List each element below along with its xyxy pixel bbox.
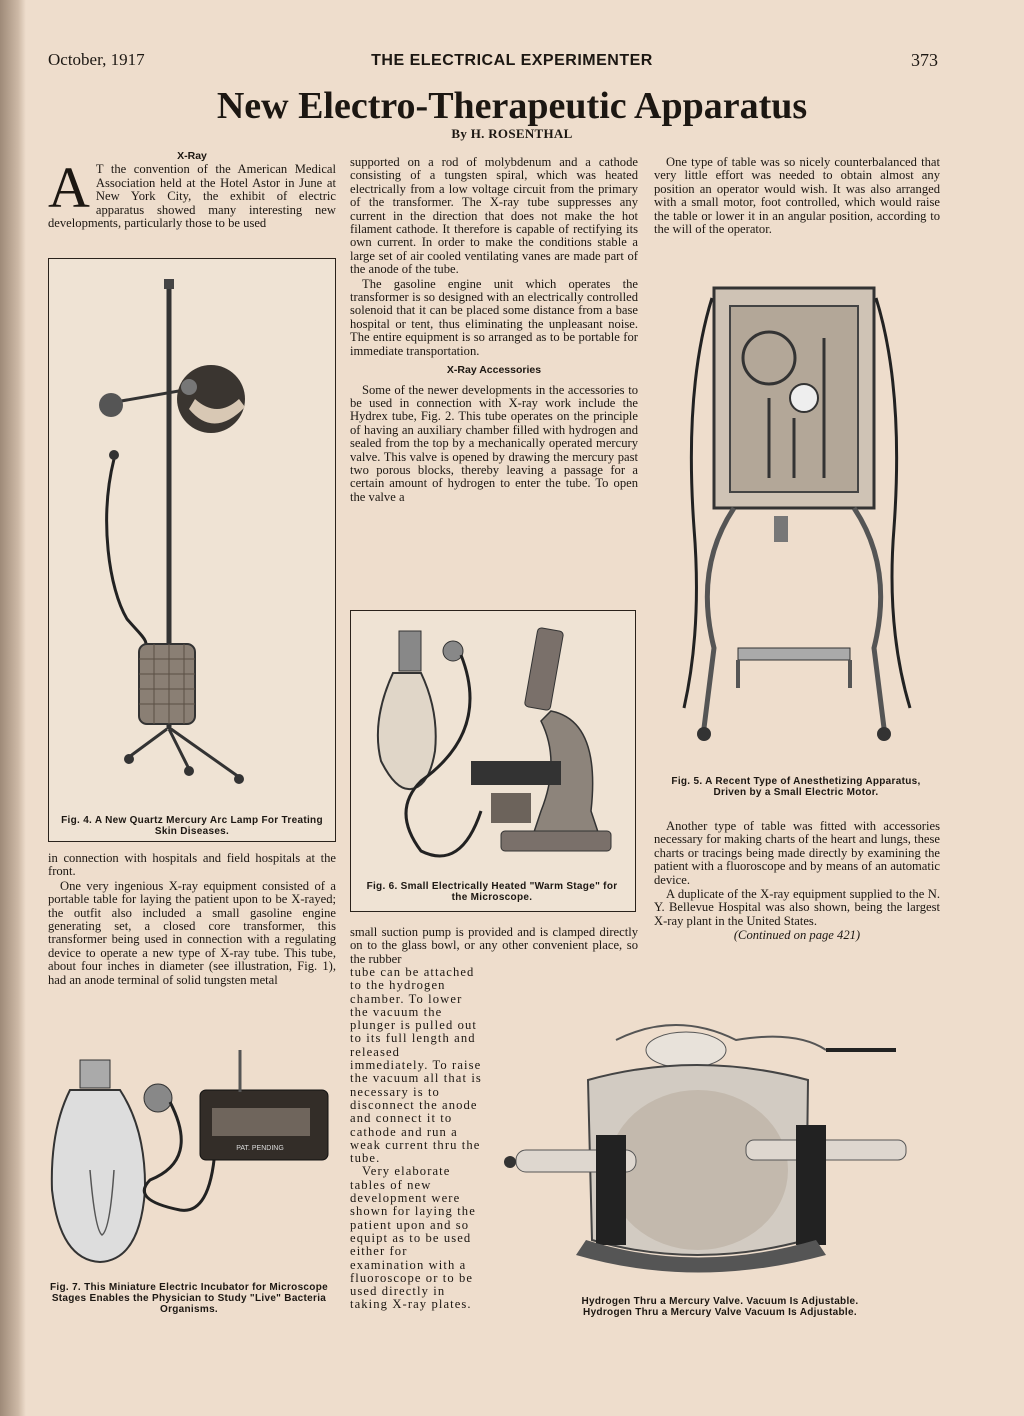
figure-5-area: [654, 268, 938, 804]
byline: By H. ROSENTHAL: [451, 126, 573, 141]
paragraph-bellevue: A duplicate of the X-ray equipment supplied to the N. Y. Bellevue Hospital was also shown, being the largest X-ray plant in the United States.: [654, 887, 940, 928]
issue-date: October, 1917: [48, 50, 145, 69]
figure-5-caption: Fig. 5. A Recent Type of Anesthetizing Apparatus, Driven by a Small Electric Motor.: [671, 776, 921, 798]
figure-4-caption: Fig. 4. A New Quartz Mercury Arc Lamp For Treating Skin Diseases.: [61, 815, 323, 837]
figure-4-frame: [48, 258, 336, 842]
microscope-illustration: [351, 611, 635, 881]
intro-continuation: in connection with hospitals and field hospitals at the front.: [48, 851, 336, 879]
incubator-label: PAT. PENDING: [236, 1145, 284, 1152]
column-1-top: [48, 150, 336, 231]
incubator-illustration: [40, 1050, 340, 1275]
figure-7-caption: Fig. 7. This Miniature Electric Incubator for Microscope Stages Enables the Physician to Study "Live" Bacteria Organisms.: [50, 1282, 328, 1315]
paragraph-tables: Very elaborate tables of new development were shown for laying the patient upon and so equipt as to be used either for examination with a fluoroscope or to be used directly in taking X-ray plates.: [350, 1164, 476, 1312]
figure-2-caption-line-2: Hydrogen Thru a Mercury Valve Vacuum Is Adjustable.: [583, 1307, 857, 1318]
column-2-mid: [350, 926, 638, 967]
paragraph-vacuum-control: tube can be attached to the hydrogen chamber. To lower the vacuum the plunger is pulled out to its full length and released immediately. To raise the vacuum all that is necessary is to disconnect the anode and connect it to cathode and run a weak current thru the tube.: [350, 965, 482, 1166]
figure-2-caption-line-1: Hydrogen Thru a Mercury Valve. Vacuum Is Adjustable.: [581, 1296, 859, 1307]
quartz-lamp-illustration: [49, 259, 335, 819]
intro-paragraph: T the convention of the American Medical Association held at the Hotel Astor in June at New York City, the exhibit of electric apparatus showed many interesting new developments, particularly those to be used: [48, 162, 336, 231]
page-number: 373: [911, 50, 938, 70]
paragraph-gasoline-engine: The gasoline engine unit which operates the transformer is so designed with an electrically controlled solenoid that it can be placed some distance from a base hospital or tent, thus eliminating the unpleasant noise. The entire equipment is so arranged as to be portable for immediate transportation.: [350, 276, 638, 358]
hydrex-tube-illustration: [496, 1010, 946, 1280]
column-1-bottom: [48, 852, 336, 988]
column-3-bottom: [654, 820, 940, 943]
column-2-top: [350, 156, 638, 505]
binding-shadow: [0, 0, 26, 1416]
paragraph-heart-lung-charts: Another type of table was fitted with accessories necessary for making charts of the heart and lungs, these charts or tracings being made directly by examining the patient with a fluoroscope and by means of an automatic device.: [654, 819, 940, 887]
article-title: New Electro-Therapeutic Apparatus: [216, 85, 808, 127]
figure-6-frame: [350, 610, 636, 912]
paragraph-counterbalanced-table: One type of table was so nicely counterbalanced that very little effort was needed to obtain almost any position an operator would wish. It was also arranged with a small motor, foot controlled, which would raise the table or lower it in an angular position, according to the will of the operator.: [654, 155, 940, 237]
figure-2-caption: [500, 1296, 940, 1318]
paragraph-xray-equipment: One very ingenious X-ray equipment consisted of a portable table for laying the patient upon to be X-rayed; the outfit also included a small gasoline engine generating set, a closed core transformer, this transformer being used in connection with a regulating device to operate a new type of X-ray tube. This tube, about four inches in diameter (see illustration, Fig. 1), had an anode terminal of solid tungsten metal: [48, 878, 336, 987]
paragraph-suction-pump: small suction pump is provided and is clamped directly on to the glass bowl, or any other convenient place, so the rubber: [350, 925, 638, 966]
continued-note: (Continued on page 421): [733, 928, 861, 943]
section-subhead-accessories: X-Ray Accessories: [446, 364, 542, 377]
magazine-name: THE ELECTRICAL EXPERIMENTER: [371, 52, 653, 69]
column-3-top: [654, 156, 940, 237]
paragraph-hydrex-tube: Some of the newer developments in the accessories to be used in connection with X-ray work include the Hydrex tube, Fig. 2. This tube operates on the principle of having an auxiliary chamber filled with hydrogen and sealed from the top by a mechanically operated mercury valve. This valve is opened by drawing the mercury past two porous blocks, thereby leaving a passage for a certain amount of hydrogen to enter the tube. To open the valve a: [350, 382, 638, 504]
anesthetizing-apparatus-illustration: [654, 268, 938, 768]
section-subhead-xray: X-Ray: [177, 150, 207, 162]
paragraph-tube-cathode: supported on a rod of molybdenum and a cathode consisting of a tungsten spiral, which was heated electrically from a low voltage circuit from the primary of the transformer. The X-ray tube suppresses any current in the direction that does not make the hot filament cathode. It therefore is capable of rectifying its own current. In order to make the conditions stable a large set of air cooled ventilating vanes are made part of the anode of the tube.: [350, 155, 638, 277]
column-2-narrow: [350, 966, 482, 1312]
figure-6-caption: Fig. 6. Small Electrically Heated "Warm Stage" for the Microscope.: [366, 881, 618, 903]
drop-cap: A: [48, 155, 90, 221]
